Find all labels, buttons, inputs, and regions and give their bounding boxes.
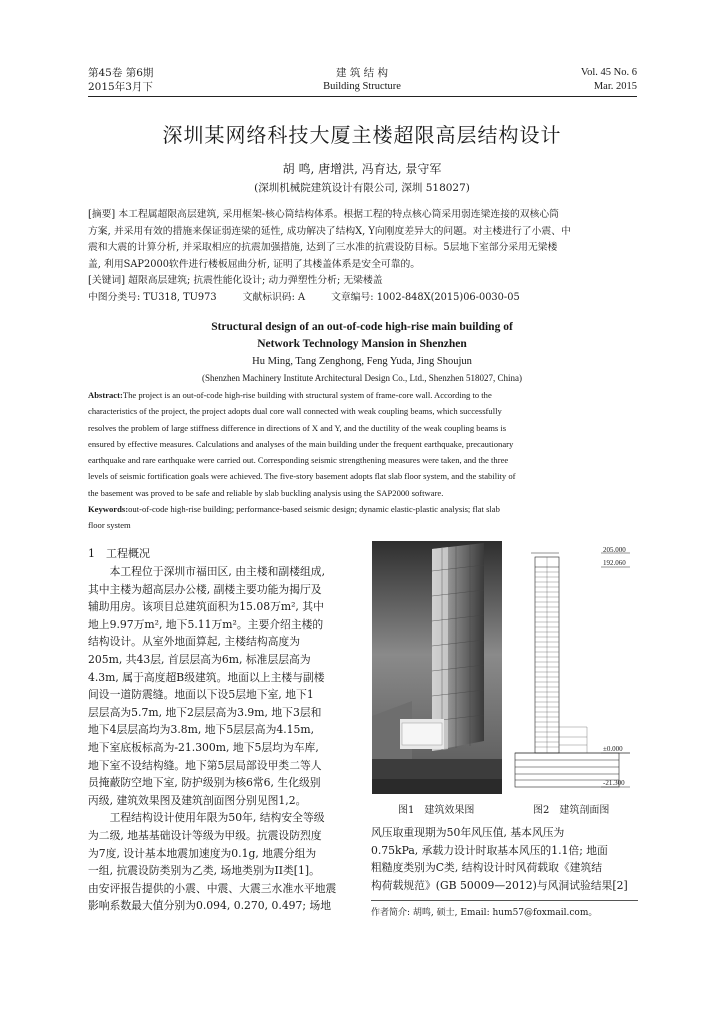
- figure-1-rendering: [372, 541, 502, 794]
- paper-title-en-line1: Structural design of an out-of-code high-rise main building of: [211, 321, 513, 333]
- abstract-en-line-6: the basement was proved to be safe and reliable by slab buckling analysis using the SAP2000 software.: [88, 487, 444, 498]
- journal-month: Mar. 2015: [593, 81, 637, 92]
- abstract-zh-line-0: [摘要] 本工程属超限高层建筑, 采用框架-核心筒结构体系。根据工程的特点核心筒采用弱连梁连接的双核心筒: [88, 209, 559, 220]
- affiliation-zh: (深圳机械院建筑设计有限公司, 深圳 518027): [254, 182, 470, 194]
- abstract-en-line-4: earthquake and rare earthquake were carried out. Corresponding seismic strengthening measures were taken, and the three: [88, 455, 509, 466]
- journal-volume-en: [581, 66, 637, 94]
- body-line: 地上9.97万m², 地下5.11万m²。主要介绍主楼的: [88, 617, 324, 631]
- body-line: 其中主楼为超高层办公楼, 副楼主要功能为揭厅及: [88, 582, 322, 596]
- elevation-bottom: -21.300: [603, 779, 625, 787]
- body-line: 一组, 抗震设防类别为乙类, 场地类别为II类[1]。: [88, 864, 320, 878]
- body-line: 间设一道防震缝。地面以下设5层地下室, 地下1: [88, 688, 314, 702]
- body-line: 辅助用房。该项目总建筑面积为15.08万m², 其中: [88, 600, 324, 614]
- journal-name: [312, 66, 412, 94]
- journal-date: 2015年3月下: [88, 81, 153, 93]
- body-line: 层层高为5.7m, 地下2层层高为3.9m, 地下3层和: [88, 705, 322, 719]
- abstract-en-label: Abstract:: [88, 390, 123, 400]
- body-line: 本工程位于深圳市福田区, 由主楼和副楼组成,: [109, 565, 326, 578]
- body-line: 205m, 共43层, 首层层高为6m, 标准层层高为: [88, 652, 311, 666]
- body-line: 由安评报告提供的小震、中震、大震三水准水平地震: [88, 881, 337, 895]
- abstract-zh-line-3: 盖, 利用SAP2000软件进行楼板屈曲分析, 证明了其楼盖体系是安全可靠的。: [88, 258, 421, 270]
- article-number: 文章编号: 1002-848X(2015)06-0030-05: [331, 291, 520, 303]
- body-line: 结构设计。从室外地面算起, 主楼结构高度为: [88, 635, 301, 649]
- body-line: 影响系数最大值分别为0.094, 0.270, 0.497; 场地: [88, 899, 332, 913]
- journal-volume-no: Vol. 45 No. 6: [580, 67, 637, 78]
- right-column-text: [371, 824, 638, 894]
- abstract-en-line-5: levels of seismic fortification goals were achieved. The five-story basement adopts flat slab floor system, and the stability of: [88, 471, 516, 482]
- authors-en: Hu Ming, Tang Zenghong, Feng Yuda, Jing Shoujun: [252, 356, 472, 367]
- elevation-ground: ±0.000: [603, 745, 623, 753]
- section-drawing-illustration: [511, 547, 630, 793]
- body-line: 粗糙度类别为C类, 结构设计时风荷载取《建筑结: [371, 861, 603, 875]
- body-line: 地下4层层高均为3.8m, 地下5层层高为4.15m,: [88, 723, 315, 737]
- elevation-top1: 205.000: [603, 547, 626, 554]
- body-line: 风压取重现期为50年风压值, 基本风压为: [371, 826, 565, 839]
- paper-title-zh: 深圳某网络科技大厦主楼超限高层结构设计: [162, 123, 562, 147]
- section-1-heading: 1 工程概况: [88, 547, 150, 560]
- abstract-zh-line-1: 方案, 并采用有效的措施来保证弱连梁的延性, 成功解决了结构X, Y向刚度差异大的问题。对主楼进行了小震、中: [88, 225, 571, 237]
- abstract-en: [88, 387, 637, 534]
- body-line: 地下室不设结构缝。地下第5层局部设甲类二等人: [88, 758, 322, 772]
- classification-line: [88, 290, 637, 307]
- footnote-rule: [371, 900, 638, 901]
- abstract-zh-label: [摘要]: [88, 209, 116, 220]
- abstract-en-line-1: characteristics of the project, the project adopts dual core wall connected with weak coupling beams, which successfully: [88, 406, 502, 417]
- paper-title-en-line2: Network Technology Mansion in Shenzhen: [257, 338, 467, 350]
- doc-code: 文献标识码: A: [242, 291, 306, 303]
- journal-issue: [88, 66, 153, 94]
- journal-volume: 第45卷 第6期: [88, 67, 154, 79]
- body-line: 0.75kPa, 承载力设计时取基本风压的1.1倍; 地面: [371, 843, 608, 857]
- body-line: 为二级, 地基基础设计等级为甲级。抗震设防烈度: [88, 828, 322, 842]
- body-line: 地下室底板标高为-21.300m, 地下5层均为车库,: [88, 740, 319, 754]
- keywords-en-line-2: floor system: [88, 520, 131, 531]
- keywords-zh-label: [关键词]: [88, 275, 126, 286]
- keywords-en-line-1: Keywords:out-of-code high-rise building; performance-based seismic design; dynamic elastic-plastic analysis; flat slab: [88, 504, 500, 515]
- journal-name-zh: 建 筑 结 构: [335, 67, 388, 79]
- paper-title-en: [0, 319, 724, 353]
- body-line: 构荷载规范》(GB 50009—2012)与风洞试验结果[2]: [371, 878, 628, 892]
- figure-2-caption: 图2 建筑剖面图: [533, 805, 610, 816]
- keywords-zh: [关键词] 超限高层建筑; 抗震性能化设计; 动力弹塑性分析; 无梁楼盖: [88, 275, 383, 286]
- affiliation-en: (Shenzhen Machinery Institute Architectural Design Co., Ltd., Shenzhen 518027, China): [202, 373, 522, 383]
- abstract-en-line-2: resolves the problem of large stiffness difference in directions of X and Y, and the ductility of the weak coupling beams is: [88, 422, 507, 433]
- body-line: 工程结构设计使用年限为50年, 结构安全等级: [109, 811, 325, 825]
- body-line: 丙级, 建筑效果图及建筑剖面图分别见图1,2。: [88, 793, 307, 807]
- body-line: 4.3m, 属于高度超B级建筑。地面以上主楼与副楼: [88, 670, 325, 684]
- left-column-text: [88, 563, 356, 915]
- header-rule: [88, 96, 637, 97]
- author-footnote: 作者简介: 胡鸣, 硕士, Email: hum57@foxmail.com。: [371, 908, 598, 918]
- figure-1-caption: 图1 建筑效果图: [398, 805, 475, 816]
- building-rendering-illustration: [372, 541, 502, 794]
- authors-zh: 胡 鸣, 唐增洪, 冯育达, 景守军: [282, 162, 442, 176]
- body-line: 员掩蔽防空地下室, 防护级别为核6常6, 生化级别: [88, 776, 321, 790]
- abstract-en-line-0: Abstract:The project is an out-of-code high-rise building with structural system of frame-core wall. According to the: [88, 390, 492, 400]
- abstract-zh: [88, 207, 637, 306]
- body-line: 为7度, 设计基本地震加速度为0.1g, 地震分组为: [88, 846, 317, 860]
- journal-name-en: Building Structure: [323, 81, 401, 92]
- classification-code: 中图分类号: TU318, TU973: [88, 291, 217, 303]
- abstract-en-line-3: ensured by effective measures. Calculations and analyses of the main building under the frequent earthquake, precautionary: [88, 438, 514, 449]
- elevation-top2: 192.060: [603, 559, 626, 567]
- abstract-zh-line-2: 震和大震的计算分析, 并采取相应的抗震加强措施, 达到了三水准的抗震设防目标。5层地下室部分采用无梁楼: [88, 242, 558, 253]
- keywords-en-label: Keywords:: [88, 504, 129, 515]
- figure-2-section-drawing: [511, 547, 630, 793]
